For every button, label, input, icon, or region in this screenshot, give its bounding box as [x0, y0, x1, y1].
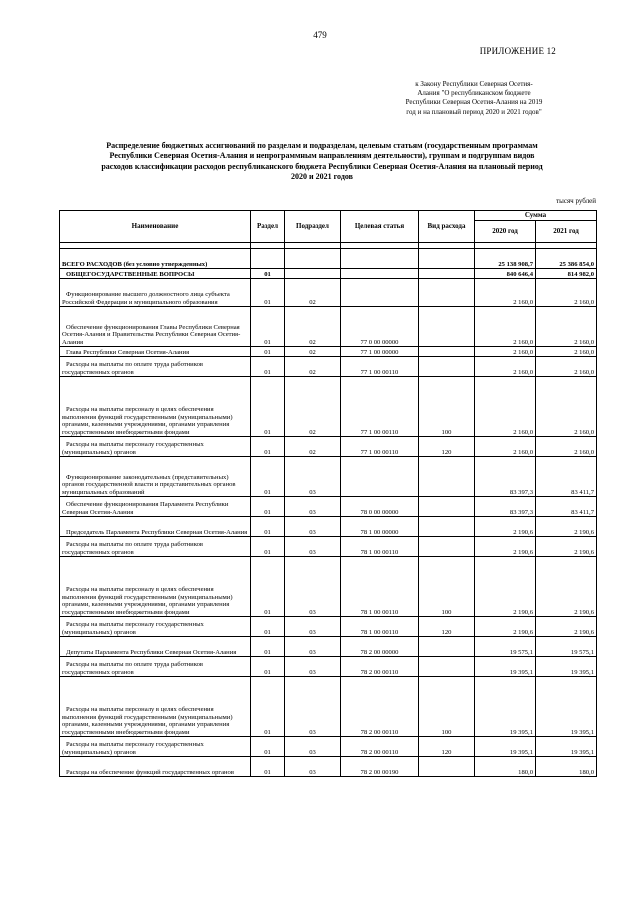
cell-2021: 2 160,0 — [536, 307, 597, 347]
cell-name: Расходы на выплаты по оплате труда работников государственных органов — [60, 657, 251, 677]
table-row — [60, 437, 597, 457]
cell-name: Функционирование законодательных (представительных) органов государственной власти и представительных органов муниципальных образований — [60, 457, 251, 497]
cell-subsection: 02 — [285, 377, 341, 437]
cell-2020: 840 646,4 — [475, 269, 536, 279]
cell-2021: 19 575,1 — [536, 637, 597, 657]
cell-target: 77 1 00 00110 — [341, 357, 419, 377]
law-reference — [354, 80, 594, 117]
header-2021: 2021 год — [536, 221, 597, 243]
cell-section: 01 — [251, 437, 285, 457]
cell-subsection: 03 — [285, 757, 341, 777]
cell-expense-type — [419, 457, 475, 497]
units-label: тысяч рублей — [556, 197, 596, 205]
table-row — [60, 737, 597, 757]
law-reference-line: к Закону Республики Северная Осетия- — [415, 80, 533, 88]
cell-expense-type — [419, 497, 475, 517]
cell-expense-type: 100 — [419, 377, 475, 437]
table-row — [60, 347, 597, 357]
cell-expense-type: 100 — [419, 557, 475, 617]
cell-subsection: 02 — [285, 437, 341, 457]
cell-2020: 2 160,0 — [475, 437, 536, 457]
table-row — [60, 457, 597, 497]
cell-target: 78 1 00 00110 — [341, 557, 419, 617]
header-2020: 2020 год — [475, 221, 536, 243]
cell-name: Обеспечение функционирования Парламента Республики Северная Осетия-Алания — [60, 497, 251, 517]
cell-name: Председатель Парламента Республики Северная Осетия-Алания — [60, 517, 251, 537]
table-row — [60, 657, 597, 677]
cell-section: 01 — [251, 377, 285, 437]
cell-section: 01 — [251, 357, 285, 377]
cell-section: 01 — [251, 307, 285, 347]
cell-section: 01 — [251, 497, 285, 517]
law-reference-line: Республики Северная Осетия-Алания на 2019 — [405, 98, 543, 107]
law-reference-line: Алания "О республиканском бюджете — [417, 89, 531, 98]
cell-subsection: 02 — [285, 307, 341, 347]
cell-expense-type — [419, 657, 475, 677]
cell-2020: 180,0 — [475, 757, 536, 777]
table-row — [60, 279, 597, 307]
table-row — [60, 557, 597, 617]
cell-2020: 19 575,1 — [475, 637, 536, 657]
cell-2021: 2 160,0 — [536, 437, 597, 457]
cell-section: 01 — [251, 557, 285, 617]
cell-subsection — [285, 269, 341, 279]
cell-expense-type — [419, 637, 475, 657]
table-body — [60, 249, 597, 777]
table-row — [60, 537, 597, 557]
cell-section: 01 — [251, 457, 285, 497]
cell-2020: 19 395,1 — [475, 677, 536, 737]
cell-target: 78 2 00 00110 — [341, 737, 419, 757]
cell-expense-type — [419, 279, 475, 307]
cell-2020: 2 160,0 — [475, 279, 536, 307]
cell-name: Расходы на выплаты персоналу в целях обеспечения выполнения функций государственными (муниципальными) органами, казенными учреждениями, органами управления государственными внебюджетными фондами — [60, 557, 251, 617]
cell-2020: 2 160,0 — [475, 347, 536, 357]
cell-2021: 2 190,6 — [536, 517, 597, 537]
cell-expense-type: 120 — [419, 437, 475, 457]
cell-expense-type — [419, 347, 475, 357]
cell-name: Депутаты Парламента Республики Северная Осетия-Алания — [60, 637, 251, 657]
cell-name: Обеспечение функционирования Главы Республики Северная Осетия-Алания и Правительства Республики Северная Осетия-Алания — [60, 307, 251, 347]
cell-name: Функционирование высшего должностного лица субъекта Российской Федерации и муниципального образования — [60, 279, 251, 307]
cell-section: 01 — [251, 617, 285, 637]
table-row — [60, 497, 597, 517]
table-row — [60, 249, 597, 269]
cell-target: 78 1 00 00110 — [341, 617, 419, 637]
cell-2020: 2 160,0 — [475, 377, 536, 437]
cell-target: 78 2 00 00110 — [341, 677, 419, 737]
cell-name: Расходы на обеспечение функций государственных органов — [60, 757, 251, 777]
cell-2021: 83 411,7 — [536, 457, 597, 497]
header-target: Целевая статья — [341, 211, 419, 243]
header-section: Раздел — [251, 211, 285, 243]
cell-name: ВСЕГО РАСХОДОВ (без условно утвержденных) — [60, 249, 251, 269]
cell-subsection: 03 — [285, 657, 341, 677]
cell-section: 01 — [251, 637, 285, 657]
cell-2020: 2 190,6 — [475, 517, 536, 537]
table-row — [60, 757, 597, 777]
cell-name: Расходы на выплаты персоналу государственных (муниципальных) органов — [60, 437, 251, 457]
cell-2021: 2 160,0 — [536, 357, 597, 377]
cell-target — [341, 457, 419, 497]
cell-target: 78 2 00 00000 — [341, 637, 419, 657]
cell-2021: 19 395,1 — [536, 677, 597, 737]
cell-subsection: 02 — [285, 357, 341, 377]
document-title — [62, 141, 582, 183]
table-row — [60, 677, 597, 737]
cell-target: 78 1 00 00000 — [341, 517, 419, 537]
cell-name: Расходы на выплаты персоналу государственных (муниципальных) органов — [60, 737, 251, 757]
cell-expense-type — [419, 757, 475, 777]
cell-2021: 19 395,1 — [536, 657, 597, 677]
cell-section: 01 — [251, 279, 285, 307]
cell-subsection: 03 — [285, 557, 341, 617]
cell-2020: 83 397,3 — [475, 497, 536, 517]
page-number: 479 — [313, 30, 327, 40]
cell-target — [341, 249, 419, 269]
cell-section: 01 — [251, 537, 285, 557]
header-name: Наименование — [60, 211, 251, 243]
cell-2020: 2 160,0 — [475, 357, 536, 377]
cell-expense-type — [419, 517, 475, 537]
cell-subsection: 03 — [285, 637, 341, 657]
cell-expense-type: 120 — [419, 617, 475, 637]
cell-expense-type — [419, 537, 475, 557]
cell-name: Расходы на выплаты персоналу в целях обеспечения выполнения функций государственными (муниципальными) органами, казенными учреждениями, органами управления государственными внебюджетными фондами — [60, 377, 251, 437]
cell-2020: 83 397,3 — [475, 457, 536, 497]
cell-target: 78 1 00 00110 — [341, 537, 419, 557]
title-line: расходов классификации расходов республиканского бюджета Республики Северная Осетия-Алания на плановый период — [101, 161, 543, 171]
cell-subsection: 02 — [285, 279, 341, 307]
title-line: Распределение бюджетных ассигнований по разделам и подразделам, целевым статьям (государственным программам — [106, 141, 538, 150]
cell-expense-type: 120 — [419, 737, 475, 757]
cell-section: 01 — [251, 347, 285, 357]
cell-target — [341, 269, 419, 279]
cell-section: 01 — [251, 737, 285, 757]
cell-expense-type: 100 — [419, 677, 475, 737]
cell-2021: 2 190,6 — [536, 617, 597, 637]
cell-target — [341, 279, 419, 307]
table-row — [60, 517, 597, 537]
cell-target: 77 1 00 00110 — [341, 437, 419, 457]
appendix-label: ПРИЛОЖЕНИЕ 12 — [479, 46, 556, 56]
cell-subsection — [285, 249, 341, 269]
cell-2021: 83 411,7 — [536, 497, 597, 517]
cell-section: 01 — [251, 269, 285, 279]
cell-name: Расходы на выплаты по оплате труда работников государственных органов — [60, 537, 251, 557]
budget-table — [59, 210, 597, 777]
cell-name: Глава Республики Северная Осетия-Алания — [60, 347, 251, 357]
cell-2021: 814 982,0 — [536, 269, 597, 279]
law-reference-line: год и на плановый период 2020 и 2021 годов" — [406, 107, 542, 116]
cell-subsection: 03 — [285, 457, 341, 497]
cell-section: 01 — [251, 657, 285, 677]
cell-name: ОБЩЕГОСУДАРСТВЕННЫЕ ВОПРОСЫ — [60, 269, 251, 279]
title-line: Республики Северная Осетия-Алания и непрограммным направлениям деятельности), группам и подгруппам видов — [109, 151, 535, 161]
header-subsection: Подраздел — [285, 211, 341, 243]
cell-target: 78 0 00 00000 — [341, 497, 419, 517]
title-line: 2020 и 2021 годов — [291, 172, 353, 182]
cell-2021: 2 160,0 — [536, 347, 597, 357]
cell-2020: 2 190,6 — [475, 537, 536, 557]
table-row — [60, 377, 597, 437]
cell-2021: 19 395,1 — [536, 737, 597, 757]
cell-expense-type — [419, 307, 475, 347]
cell-name: Расходы на выплаты персоналу государственных (муниципальных) органов — [60, 617, 251, 637]
cell-2020: 19 395,1 — [475, 737, 536, 757]
table-row — [60, 269, 597, 279]
cell-target: 77 1 00 00110 — [341, 377, 419, 437]
cell-subsection: 03 — [285, 677, 341, 737]
cell-2020: 2 190,6 — [475, 557, 536, 617]
cell-target: 77 0 00 00000 — [341, 307, 419, 347]
cell-2021: 25 386 854,0 — [536, 249, 597, 269]
cell-2021: 2 190,6 — [536, 537, 597, 557]
header-expense-type: Вид расхода — [419, 211, 475, 243]
cell-subsection: 03 — [285, 517, 341, 537]
cell-target: 78 2 00 00190 — [341, 757, 419, 777]
cell-expense-type — [419, 357, 475, 377]
cell-section: 01 — [251, 757, 285, 777]
cell-subsection: 03 — [285, 617, 341, 637]
cell-name: Расходы на выплаты персоналу в целях обеспечения выполнения функций государственными (муниципальными) органами, казенными учреждениями, органами управления государственными внебюджетными фондами — [60, 677, 251, 737]
cell-target: 77 1 00 00000 — [341, 347, 419, 357]
cell-subsection: 03 — [285, 737, 341, 757]
table-row — [60, 307, 597, 347]
cell-subsection: 03 — [285, 497, 341, 517]
header-sums: Сумма — [475, 211, 597, 221]
table-row — [60, 637, 597, 657]
cell-name: Расходы на выплаты по оплате труда работников государственных органов — [60, 357, 251, 377]
cell-2021: 2 160,0 — [536, 377, 597, 437]
cell-2021: 2 160,0 — [536, 279, 597, 307]
cell-2021: 2 190,6 — [536, 557, 597, 617]
cell-2020: 25 138 908,7 — [475, 249, 536, 269]
cell-subsection: 02 — [285, 347, 341, 357]
cell-subsection: 03 — [285, 537, 341, 557]
cell-2020: 2 160,0 — [475, 307, 536, 347]
cell-expense-type — [419, 249, 475, 269]
cell-target: 78 2 00 00110 — [341, 657, 419, 677]
cell-2020: 2 190,6 — [475, 617, 536, 637]
table-row — [60, 617, 597, 637]
cell-section — [251, 249, 285, 269]
cell-expense-type — [419, 269, 475, 279]
cell-2021: 180,0 — [536, 757, 597, 777]
table-row — [60, 357, 597, 377]
cell-2020: 19 395,1 — [475, 657, 536, 677]
cell-section: 01 — [251, 677, 285, 737]
cell-section: 01 — [251, 517, 285, 537]
